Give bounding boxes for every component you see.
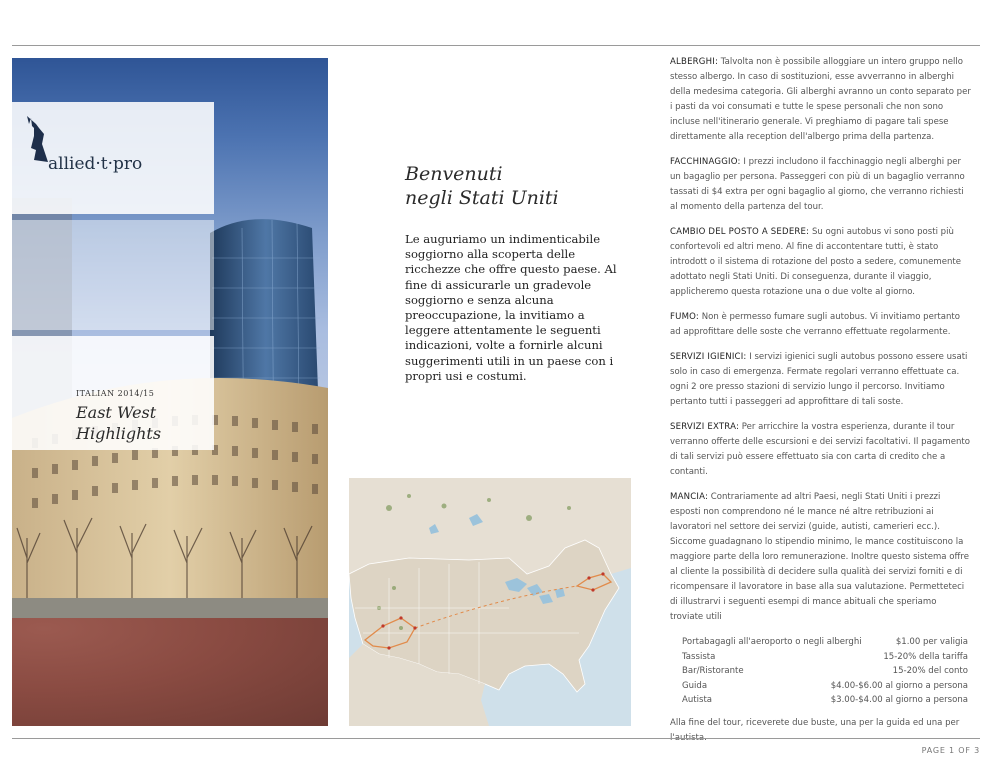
welcome-title-line2: negli Stati Uniti [405, 187, 559, 209]
welcome-title-line1: Benvenuti [405, 163, 503, 185]
bottom-rule [12, 738, 980, 739]
cover-image [12, 58, 328, 726]
tip-row [682, 693, 968, 708]
info-sections [670, 55, 972, 625]
overlay-panel [12, 220, 214, 330]
cover-title-line1: East West [76, 403, 157, 422]
info-section [670, 55, 972, 145]
north-america-map [349, 478, 631, 726]
cover-title [76, 402, 161, 444]
brick-plaza [12, 618, 328, 726]
tip-row [682, 650, 968, 665]
cover-title-line2: Highlights [76, 424, 162, 443]
info-section [670, 350, 972, 410]
section-heading: FUMO: [670, 312, 700, 322]
section-heading: MANCIA: [670, 492, 709, 502]
tip-service: Bar/Ristorante [682, 666, 744, 676]
info-section [670, 155, 972, 215]
top-rule [12, 45, 980, 46]
tip-table [682, 635, 968, 708]
tip-amount: 15-20% del conto [892, 666, 968, 676]
tip-amount: $4.00-$6.00 al giorno a persona [830, 680, 968, 691]
tip-row [682, 664, 968, 679]
tour-route-map [349, 478, 631, 726]
tip-service: Tassista [682, 651, 716, 662]
info-section [670, 225, 972, 300]
brand-logo: allied·t·pro [48, 154, 143, 174]
info-section [670, 490, 972, 625]
tip-amount: $1.00 per valigia [895, 637, 968, 647]
section-heading: SERVIZI IGIENICI: [670, 352, 747, 362]
page-number: PAGE 1 OF 3 [921, 746, 980, 755]
closing-note: Alla fine del tour, riceverete due buste, una per la guida ed una per [670, 717, 960, 728]
tip-service: Autista [682, 695, 713, 705]
tip-row [682, 635, 968, 650]
welcome-heading [405, 162, 559, 210]
tip-row [682, 679, 968, 694]
section-text: Su ogni autobus vi sono posti più confortevoli ed altri meno. Al fine di accontentare tutti, è stato introdott o il sistema di rotazione del posto a sedere, comunemente adottato negli Stati Uniti. Di conseguenza, durante il viaggio, applicheremo questa rotazione una o due volte al giorno. [670, 227, 961, 297]
section-text: Non è permesso fumare sugli autobus. Vi invitiamo pertanto ad approfittare delle soste che verranno effettuate regolarmente. [670, 312, 960, 337]
welcome-intro: Le auguriamo un indimenticabile soggiorno alla scoperta delle ricchezze che offre questo paese. Al fine di assicurarle un gradevole soggiorno e senza alcuna preoccupazione, la invitiamo a leggere attentamente le seguenti indicazioni, volte a fornirle alcuni suggerimenti utili in un paese con i propri usi e costumi. [405, 232, 617, 383]
tip-service: Guida [682, 680, 708, 691]
info-section [670, 420, 972, 480]
section-heading: ALBERGHI: [670, 57, 719, 67]
info-section [670, 310, 972, 340]
tip-amount: 15-20% della tariffa [883, 651, 968, 662]
travel-info-column [670, 55, 972, 746]
section-heading: SERVIZI EXTRA: [670, 422, 740, 432]
section-text: I prezzi includono il facchinaggio negli alberghi per un bagaglio per persona. Passeggeri con più di un bagaglio verranno tassati di $4 extra per ogni bagaglio al giorno, che verranno richiesti al momento della partenza del tour. [670, 157, 965, 212]
tip-service: Portabagagli all'aeroporto o negli alberghi [682, 637, 862, 647]
tip-amount: $3.00-$4.00 al giorno a persona [830, 695, 968, 705]
series-label: ITALIAN 2014/15 [76, 389, 155, 398]
section-heading: FACCHINAGGIO: [670, 157, 741, 167]
section-text: Per arricchire la vostra esperienza, durante il tour verranno offerte delle escursioni e dei servizi facoltativi. Il pagamento di tali servizi può essere effettuato sia con carta di credito che a contanti. [670, 422, 970, 477]
section-text: Talvolta non è possibile alloggiare un intero gruppo nello stesso albergo. In caso di sostituzioni, esse avverranno in alberghi della medesima categoria. Gli alberghi avranno un conto separato per i pasti da voi consumati e tutte le spese personali che non sono incluse nell'itinerario generale. Vi preghiamo di pagare tali spese direttamente alla reception dell'albergo prima della partenza. [670, 57, 971, 142]
section-heading: CAMBIO DEL POSTO A SEDERE: [670, 227, 810, 237]
section-text: I servizi igienici sugli autobus possono essere usati solo in caso di emergenza. Fermate regolari verranno effettuate ca. ogni 2 ore presso stazioni di servizio lungo il percorso. Invitiamo pertanto tutti i passeggeri ad approfittare di tali soste. [670, 352, 968, 407]
section-text: Contrariamente ad altri Paesi, negli Stati Uniti i prezzi esposti non comprendono né le mance né altre retribuzioni ai lavoratori nel settore dei servizi (guide, autisti, camerieri ecc.). Siccome guadagnano lo stipendio minimo, le mance costituiscono la maggiore parte della loro remunerazione. Inoltre questo sistema offre al cliente la possibilità di decidere sulla qualità dei servizi forniti e di ricompensare il lavoratore in base alla sua valutazione. Permetteteci di illustrarvi i seguenti esempi di mance abituali che speriamo troviate utili [670, 492, 969, 622]
